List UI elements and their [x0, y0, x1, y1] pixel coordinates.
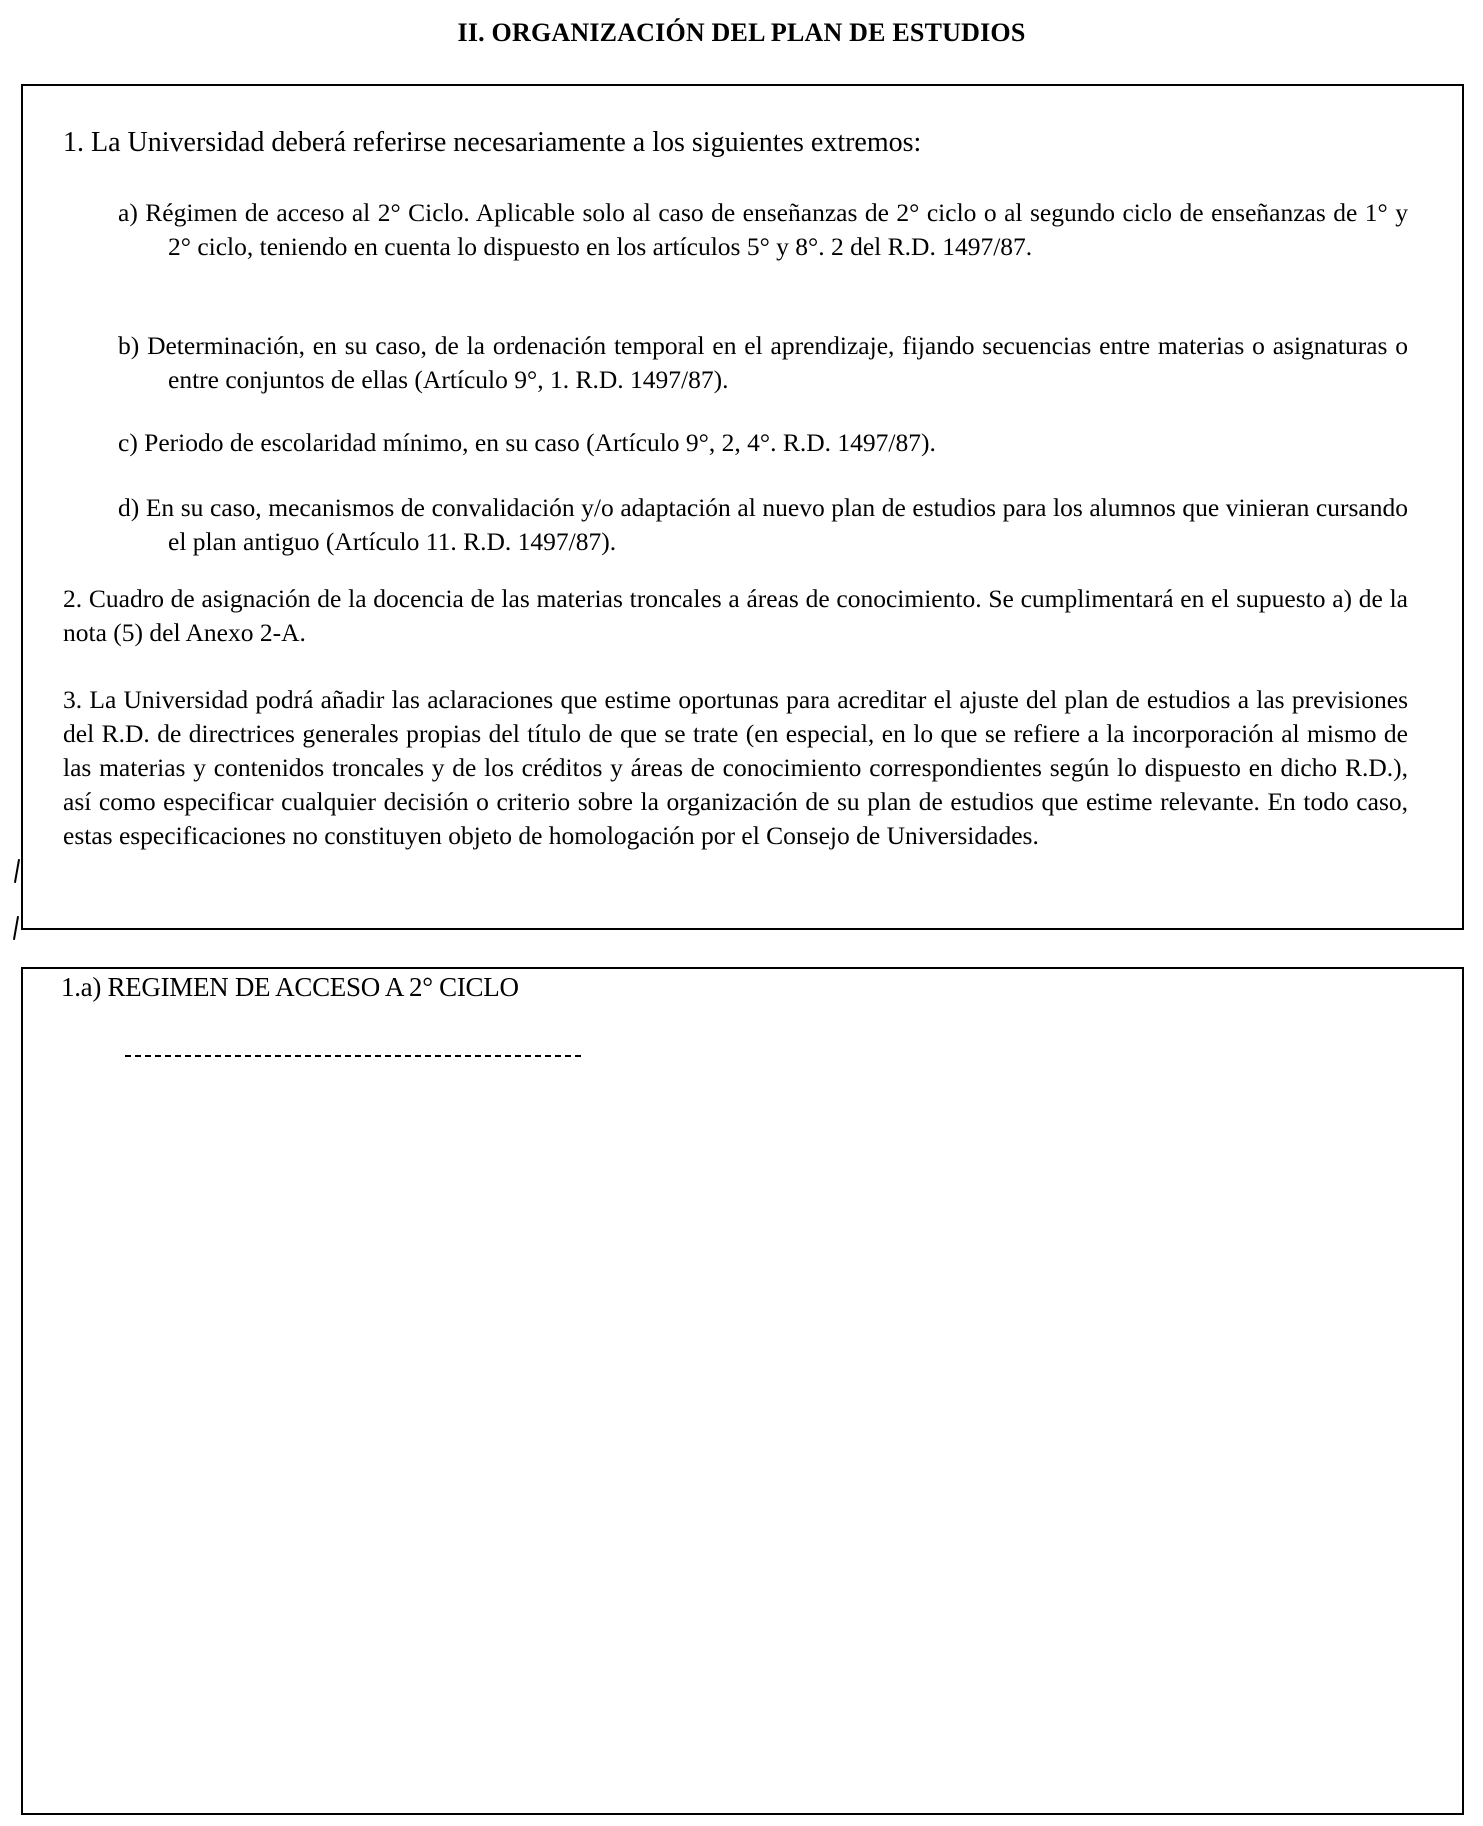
placeholder-dashed-line	[125, 1055, 581, 1057]
point-2-cuadro-asignacion: 2. Cuadro de asignación de la docencia de las materias troncales a áreas de conocimiento. Se cumplimentará en el supuesto a) de la nota (5) del Anexo 2-A.	[63, 584, 1408, 647]
regimen-acceso-box	[21, 967, 1464, 1815]
point-3-aclaraciones: 3. La Universidad podrá añadir las aclaraciones que estime oportunas para acreditar el ajuste del plan de estudios a las previsiones del R.D. de directrices generales propias del título de que se trate (en especial, en lo que se refiere a la incorporación al mismo de las materias y contenidos troncales y de los créditos y áreas de conocimiento correspondientes según lo dispuesto en dicho R.D.), así como especificar cualquier decisión o criterio sobre la organización de su plan de estudios que estime relevante. En todo caso, estas especificaciones no constituyen objeto de homologación por el Consejo de Universidades.	[63, 685, 1408, 850]
page-title: II. ORGANIZACIÓN DEL PLAN DE ESTUDIOS	[457, 18, 1026, 47]
section1-intro: 1. La Universidad deberá referirse necesariamente a los siguientes extremos:	[63, 127, 922, 158]
item-a-regimen-acceso: a) Régimen de acceso al 2° Ciclo. Aplicable solo al caso de enseñanzas de 2° ciclo o al segundo ciclo de enseñanzas de 1° y 2° ciclo, teniendo en cuenta lo dispuesto en los artículos 5° y 8°. 2 del R.D. 1497/87.	[118, 198, 1408, 261]
margin-mark	[14, 859, 20, 883]
instructions-box	[21, 84, 1464, 930]
item-b-ordenacion-temporal: b) Determinación, en su caso, de la ordenación temporal en el aprendizaje, fijando secuencias entre materias o asignaturas o entre conjuntos de ellas (Artículo 9°, 1. R.D. 1497/87).	[118, 331, 1408, 394]
margin-mark	[13, 916, 19, 940]
section2-heading: 1.a) REGIMEN DE ACCESO A 2° CICLO	[61, 972, 519, 1002]
item-d-convalidacion: d) En su caso, mecanismos de convalidación y/o adaptación al nuevo plan de estudios para los alumnos que vinieran cursando el plan antiguo (Artículo 11. R.D. 1497/87).	[118, 493, 1408, 556]
item-c-periodo-escolaridad: c) Periodo de escolaridad mínimo, en su caso (Artículo 9°, 2, 4°. R.D. 1497/87).	[118, 428, 936, 457]
